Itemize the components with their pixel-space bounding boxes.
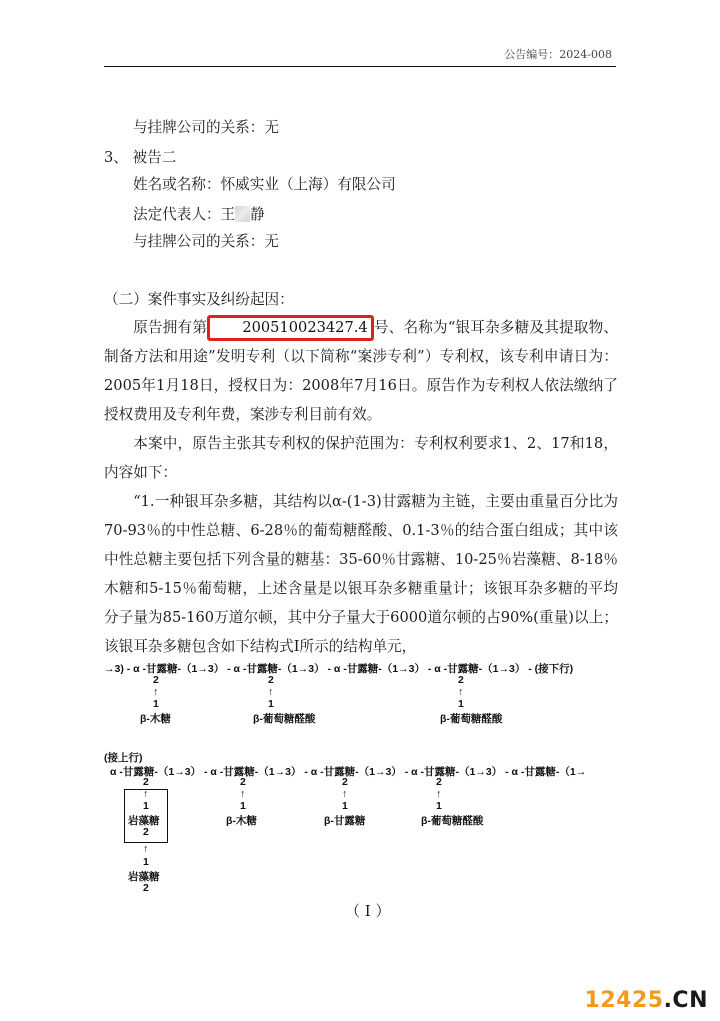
- branch4-num1: 1: [143, 800, 149, 812]
- watermark-number: 12425: [584, 988, 664, 1013]
- relation-line-2: 与挂牌公司的关系：无: [133, 233, 279, 250]
- branch4-num2b: 2: [143, 826, 149, 838]
- patent-paragraph: [104, 313, 618, 429]
- branch4-fucose2: 岩藻糖: [128, 871, 160, 883]
- branch1-num1: 1: [153, 698, 159, 710]
- formula-row2-chain: α -甘露糖-（1→3） - α -甘露糖-（1→3） - α -甘露糖-（1→3） - α -甘露糖-（1→3） - α -甘露糖-（1→: [110, 766, 587, 778]
- relation-line-1: 与挂牌公司的关系：无: [133, 119, 279, 136]
- branch4-num2: 2: [143, 776, 149, 788]
- branch4-arrow: ↑: [143, 788, 149, 800]
- branch2-num1: 1: [268, 698, 274, 710]
- branch6-num2: 2: [342, 776, 348, 788]
- redaction-mark: [235, 206, 250, 222]
- branch4-fucose: 岩藻糖: [128, 815, 160, 827]
- legal-rep-prefix: 法定代表人：王: [133, 206, 236, 223]
- branch7-arrow: ↑: [436, 788, 442, 800]
- branch4-arrow2: ↑: [143, 843, 149, 855]
- claims-intro-paragraph: [104, 429, 618, 487]
- branch1-num2: 2: [153, 674, 159, 686]
- defendant-name: 姓名或名称：怀威实业（上海）有限公司: [133, 176, 396, 193]
- continued-label: (接上行): [104, 752, 143, 764]
- branch5-num1: 1: [240, 800, 246, 812]
- para1-before: 原告拥有第: [133, 319, 208, 336]
- notice-number: 公告编号：2024-008: [504, 48, 612, 61]
- branch7-num1: 1: [436, 800, 442, 812]
- branch6-num1: 1: [342, 800, 348, 812]
- claim-one-paragraph: [104, 487, 618, 661]
- branch5-arrow: ↑: [240, 788, 246, 800]
- branch4-num1b: 1: [143, 856, 149, 868]
- branch7-num2: 2: [436, 776, 442, 788]
- branch7-glucuronic: β-葡萄糖醛酸: [421, 815, 484, 827]
- branch6-arrow: ↑: [342, 788, 348, 800]
- branch5-xylose: β-木糖: [226, 815, 257, 827]
- claim-one: “1.一种银耳杂多糖，其结构以α-(1-3)甘露糖为主链，主要由重量百分比为70-93％的中性总糖、6-28％的葡萄糖醛酸、0.1-3％的结合蛋白组成；其中该中性总糖主要包括下列含量的糖基：35-60％甘露糖、10-25％岩藻糖、8-18％木糖和5-15％葡萄糖，上述含量是以银耳杂多糖重量计；该银耳杂多糖的平均分子量为85-160万道尔顿，其中分子量大于6000道尔顿的占90%(重量)以上；该银耳杂多糖包含如下结构式I所示的结构单元，: [104, 493, 618, 655]
- branch3-num2: 2: [458, 674, 464, 686]
- watermark-suffix: .CN: [663, 988, 708, 1013]
- branch3-arrow: ↑: [458, 686, 464, 698]
- branch1-xylose: β-木糖: [140, 713, 171, 725]
- para1-after: 号、名称为“银耳杂多糖及其提取物、制备方法和用途”发明专利（以下简称“案涉专利”）专利权，该专利申请日为：2005年1月18日，授权日为：2008年7月16日。原告作为专利权人依法缴纳了授权费用及专利年费，案涉专利目前有效。: [104, 319, 618, 423]
- branch3-glucuronic: β-葡萄糖醛酸: [440, 713, 503, 725]
- formula-row1-chain: →3) - α -甘露糖-（1→3） - α -甘露糖-（1→3） - α -甘露糖-（1→3） - α -甘露糖-（1→3） - (接下行): [104, 663, 574, 675]
- legal-representative: [133, 205, 265, 225]
- header-rule: [104, 66, 616, 67]
- claims-intro: 本案中，原告主张其专利权的保护范围为：专利权利要求1、2、17和18，内容如下：: [104, 435, 618, 481]
- patent-number-highlight: 200510023427.4: [207, 315, 374, 341]
- legal-rep-suffix: 静: [250, 206, 265, 223]
- branch2-num2: 2: [268, 674, 274, 686]
- branch3-num1: 1: [458, 698, 464, 710]
- branch2-arrow: ↑: [268, 686, 274, 698]
- site-watermark: [585, 988, 708, 1013]
- section-title: （二）案件事实及纠纷起因：: [104, 291, 294, 308]
- branch5-num2: 2: [240, 776, 246, 788]
- defendant-two-heading: 3、 被告二: [104, 149, 177, 166]
- branch4-num2c: 2: [143, 882, 149, 894]
- branch6-mannose: β-甘露糖: [324, 815, 366, 827]
- branch1-arrow: ↑: [153, 686, 159, 698]
- branch2-glucuronic: β-葡萄糖醛酸: [253, 713, 316, 725]
- formula-label: （ I ）: [345, 902, 391, 920]
